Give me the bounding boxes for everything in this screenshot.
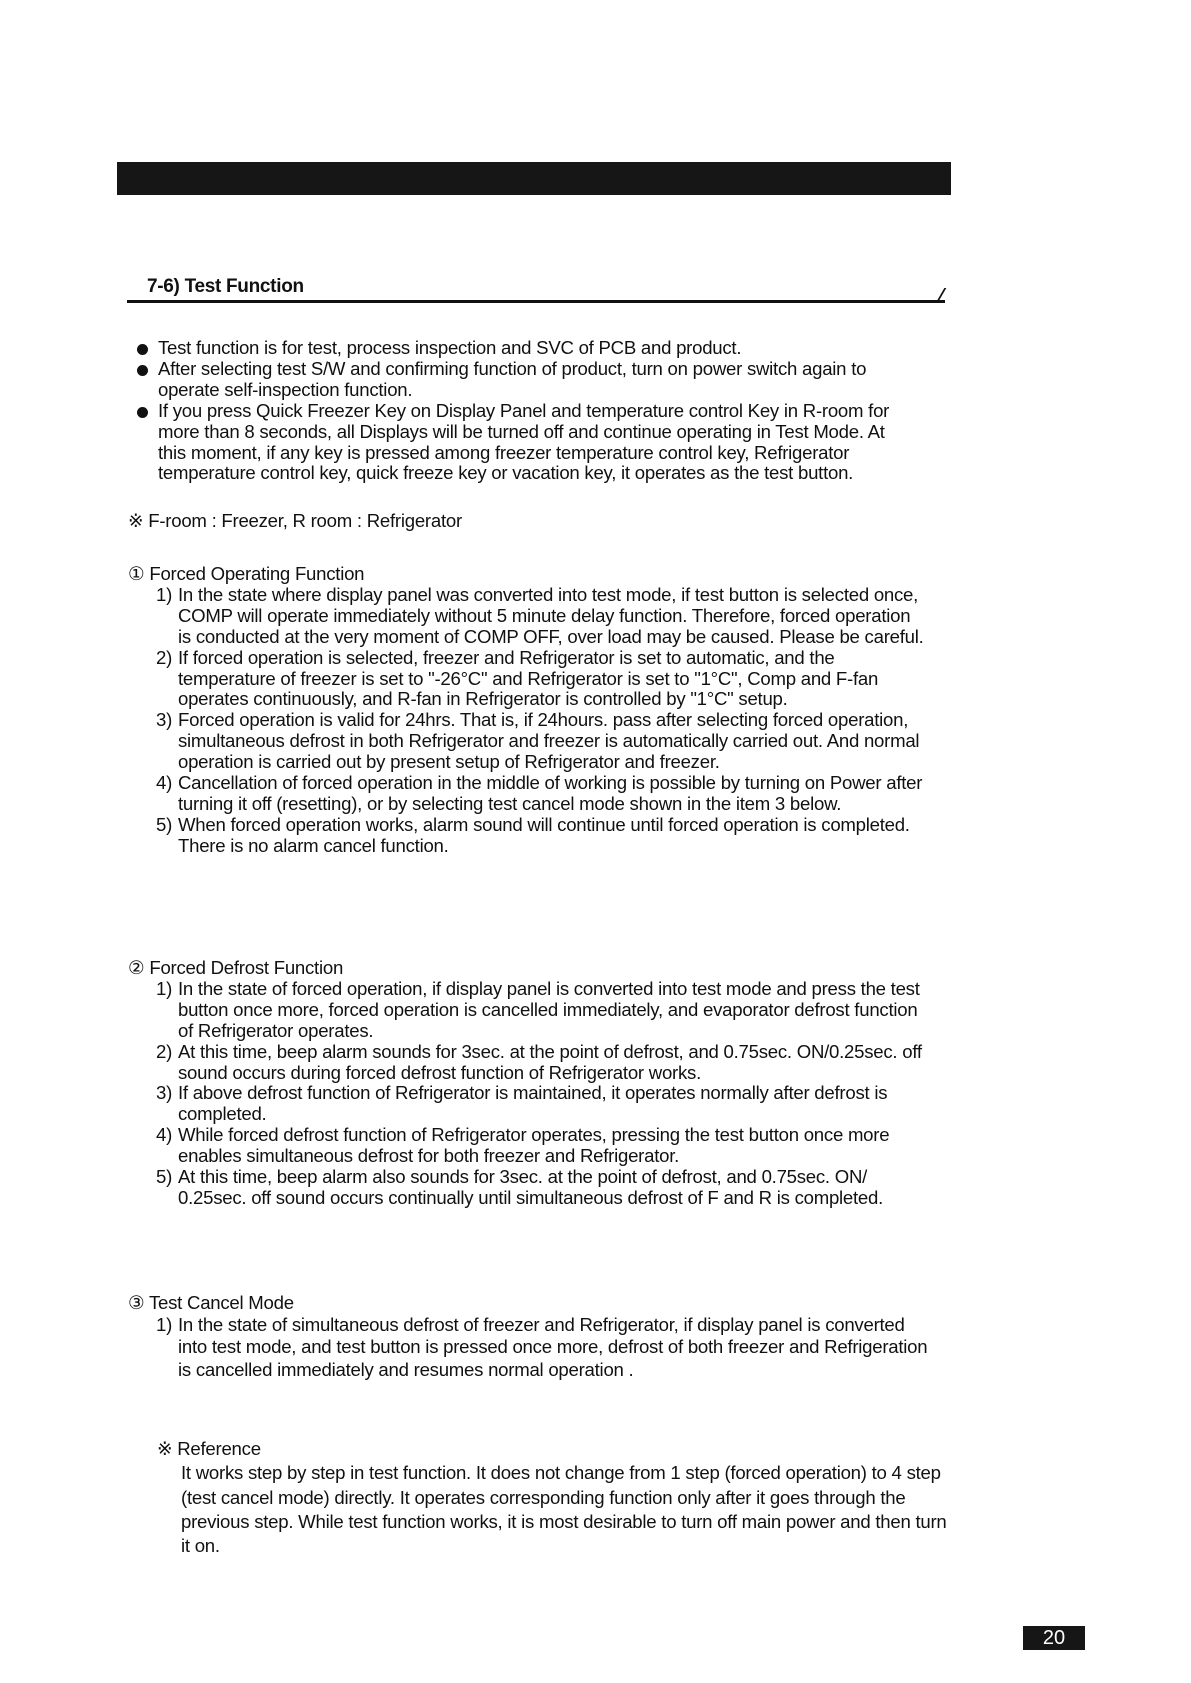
room-abbreviation-note: ※ F-room : Freezer, R room : Refrigerator [128,510,462,531]
page-number: 20 [1023,1626,1085,1650]
bullet-item [137,338,917,359]
bullet-text: After selecting test S/W and confirming function of product, turn on power switch again to operate self-inspection function. [158,357,867,400]
section-forced-operating [128,564,928,857]
section-item [128,1083,928,1125]
section-forced-defrost [128,958,928,1209]
item-text: Cancellation of forced operation in the middle of working is possible by turning on Power after turning it off (resetting), or by selecting test cancel mode shown in the item 3 below. [178,772,923,814]
section-item [128,585,928,648]
bullet-dot-icon [137,407,148,418]
bullet-text: Test function is for test, process inspection and SVC of PCB and product. [158,337,742,358]
section-item [128,1314,928,1382]
section-heading: ③ Test Cancel Mode [128,1292,294,1313]
section-item [128,1125,928,1167]
bullet-text: If you press Quick Freezer Key on Display Panel and temperature control Key in R-room for more than 8 seconds, all Displays will be turned off and continue operating in Test Mode. At this moment, if any key is pressed among freezer temperature control key, Refrigerator temperature control key, quick freeze key or vacation key, it operates as the test button. [158,399,890,484]
reference-text: It works step by step in test function. It does not change from 1 step (forced operation) to 4 step (test cancel mode) directly. It operates corresponding function only after it goes through the previous step. While test function works, it is most desirable to turn off main power and then turn it on. [181,1462,947,1557]
item-number: 1) [156,583,173,605]
item-number: 4) [156,772,173,794]
item-number: 2) [156,1040,173,1062]
reference-note [157,1437,957,1558]
section-item [128,648,928,711]
section-test-cancel [128,1293,928,1381]
reference-heading: ※ Reference [157,1438,261,1459]
bullet-item [137,401,917,485]
item-text: Forced operation is valid for 24hrs. That is, if 24hours. pass after selecting forced operation, simultaneous defrost in both Refrigerator and freezer is automatically carried out. And normal operation is carried out by present setup of Refrigerator and freezer. [178,709,920,773]
item-text: While forced defrost function of Refrigerator operates, pressing the test button once more enables simultaneous defrost for both freezer and Refrigerator. [178,1124,890,1167]
item-number: 3) [156,709,173,731]
item-number: 4) [156,1124,173,1146]
section-item-list [128,1314,928,1382]
section-heading: ① Forced Operating Function [128,563,365,584]
section-item [128,1167,928,1209]
item-text: When forced operation works, alarm sound will continue until forced operation is completed. There is no alarm cancel function. [178,813,910,856]
item-number: 5) [156,813,173,835]
item-text: In the state of simultaneous defrost of freezer and Refrigerator, if display panel is converted into test mode, and test button is pressed once more, defrost of both freezer and Refrigeration is cancelled immediately and resumes normal operation . [178,1313,928,1380]
item-number: 1) [156,1313,173,1335]
item-text: At this time, beep alarm also sounds for 3sec. at the point of defrost, and 0.75sec. ON/ 0.25sec. off sound occurs continually until simultaneous defrost of F and R is completed. [178,1166,884,1208]
section-title: 7-6) Test Function [147,276,304,297]
item-number: 5) [156,1166,173,1188]
item-number: 3) [156,1082,173,1104]
title-rule [127,300,945,303]
item-text: At this time, beep alarm sounds for 3sec. at the point of defrost, and 0.75sec. ON/0.25sec. off sound occurs during forced defrost function of Refrigerator works. [178,1040,922,1083]
section-item-list [128,979,928,1209]
item-number: 1) [156,977,173,999]
section-item [128,710,928,773]
section-item [128,773,928,815]
bullet-item [137,359,917,401]
item-text: In the state where display panel was converted into test mode, if test button is selected once, COMP will operate immediately without 5 minute delay function. Therefore, forced operation is conducted at the very moment of COMP OFF, over load may be caused. Please be careful. [178,583,924,647]
bullet-dot-icon [137,344,148,355]
bullet-dot-icon [137,365,148,376]
item-text: If above defrost function of Refrigerator is maintained, it operates normally after defrost is completed. [178,1082,888,1125]
item-text: If forced operation is selected, freezer and Refrigerator is set to automatic, and the temperature of freezer is set to "-26°C" and Refrigerator is set to "1°C", Comp and F-fan operates continuously, and R-fan in Refrigerator is controlled by "1°C" setup. [178,646,879,710]
section-item [128,979,928,1042]
header-bar [117,162,951,195]
section-item-list [128,585,928,857]
section-heading: ② Forced Defrost Function [128,957,344,978]
section-item [128,1042,928,1084]
intro-bullet-list [137,338,917,484]
item-number: 2) [156,646,173,668]
item-text: In the state of forced operation, if display panel is converted into test mode and press the test button once more, forced operation is cancelled immediately, and evaporator defrost function of Refrigerator operates. [178,977,920,1041]
section-item [128,815,928,857]
